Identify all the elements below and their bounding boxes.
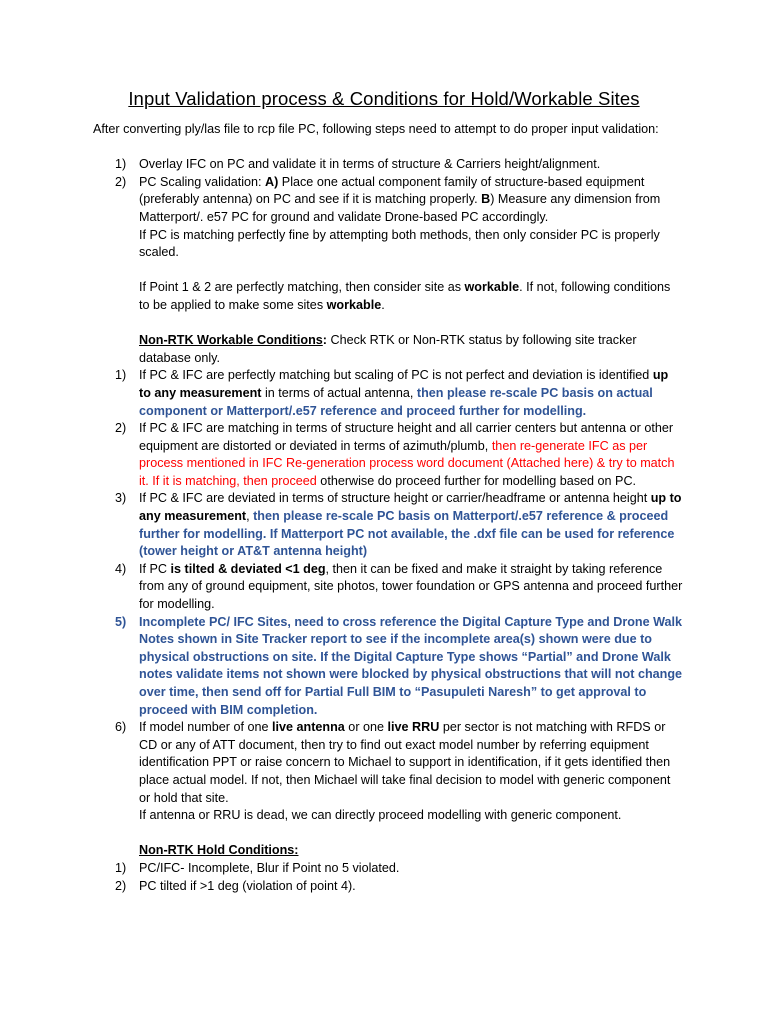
section-heading: Non-RTK Workable Conditions: [139, 333, 323, 348]
list-item: [93, 156, 683, 174]
heading-colon: :: [322, 333, 327, 348]
list-number: 5): [115, 614, 127, 629]
non-rtk-hold-heading: [93, 842, 683, 860]
step-text: If PC is matching perfectly fine by attempting both methods, then only consider PC is properly scaled.: [139, 227, 660, 260]
step-label-b: B: [481, 192, 491, 207]
text: , then it can be fixed and make it straight by taking reference from any of ground equipment, site photos, tower foundation or GPS antenna and proceed further for modelling.: [139, 561, 683, 612]
validation-steps-list: [93, 156, 683, 262]
text: or one: [344, 720, 388, 735]
list-number: 3): [115, 491, 127, 506]
bold-text: is tilted & deviated <1 deg: [170, 561, 326, 576]
list-item: [93, 878, 683, 896]
text: If PC & IFC are deviated in terms of structure height or carrier/headframe or antenna height: [139, 491, 651, 506]
text: .: [381, 297, 385, 312]
text: If model number of one: [139, 720, 273, 735]
list-item: [93, 490, 683, 560]
text: PC/IFC- Incomplete, Blur if Point no 5 violated.: [139, 860, 400, 875]
text: . If not, following conditions to be applied to make some sites: [139, 280, 671, 312]
bold-text: up to any measurement: [139, 491, 682, 524]
intro-paragraph: After converting ply/las file to rcp file PC, following steps need to attempt to do proper input validation:: [93, 122, 659, 136]
workable-term: workable: [326, 297, 382, 312]
bold-text: live RRU: [387, 720, 440, 735]
document-body: [93, 121, 683, 895]
list-item: [93, 561, 683, 614]
list-number: 1): [115, 368, 127, 383]
workable-term: workable: [464, 280, 520, 295]
list-item: [93, 860, 683, 878]
list-item: [93, 614, 683, 720]
highlight-blue-text: then please re-scale PC basis on Matterport/.e57 reference & proceed further for modelling. If Matterport PC not available, the .dxf file can be used for reference (tower height or AT&T antenna height): [139, 509, 675, 559]
heading-text: Check RTK or Non-RTK status by following site tracker database only.: [139, 333, 637, 365]
bold-text: up to any measurement: [139, 368, 669, 400]
highlight-blue-text: then please re-scale PC basis on actual component or Matterport/.e57 reference and proceed further for modelling.: [139, 385, 653, 418]
non-rtk-hold-list: [93, 860, 683, 895]
highlight-blue-text: Incomplete PC/ IFC Sites, need to cross reference the Digital Capture Type and Drone Walk Notes shown in Site Tracker report to see if the incomplete area(s) shown were due to physical obstructions on site. If the Digital Capture Type shows “Partial” and Drone Walk notes validate items not shown were blocked by physical obstructions that will not change over time, then send off for Partial Full BIM to “Pasupuleti Naresh” to get approval to proceed with BIM completion.: [139, 614, 683, 717]
list-item: [93, 719, 683, 825]
step-text: PC Scaling validation:: [139, 174, 266, 189]
text: If Point 1 & 2 are perfectly matching, then consider site as: [139, 280, 465, 295]
workable-paragraph: [93, 279, 683, 314]
list-item: [93, 367, 683, 420]
text: ,: [246, 509, 254, 524]
highlight-red-text: then re-generate IFC as per process mentioned in IFC Re-generation process word document (Attached here) & try to match it. If it is matching, then proceed: [139, 438, 675, 488]
list-number: 6): [115, 720, 127, 735]
section-heading: Non-RTK Hold Conditions:: [139, 843, 299, 858]
step-text: ) Measure any dimension from Matterport/. e57 PC for ground and validate Drone-based PC accordingly.: [139, 192, 661, 224]
step-label-a: A): [265, 174, 279, 189]
text: If antenna or RRU is dead, we can directly proceed modelling with generic component.: [139, 808, 622, 823]
text: If PC: [139, 561, 171, 576]
bold-text: live antenna: [272, 720, 345, 735]
list-number: 1): [115, 157, 127, 172]
list-number: 2): [115, 421, 127, 436]
non-rtk-workable-heading: [93, 332, 683, 367]
text: PC tilted if >1 deg (violation of point 4).: [139, 878, 356, 893]
list-number: 4): [115, 561, 127, 576]
text: If PC & IFC are perfectly matching but scaling of PC is not perfect and deviation is identified: [139, 368, 653, 383]
text: per sector is not matching with RFDS or CD or any of ATT document, then try to find out exact model number by referring equipment identification PPT or raise concern to Michael to support in identification, if it gets identified then place actual model. If not, then Michael will take final decision to model with generic component or hold that site.: [139, 720, 671, 805]
step-text: Overlay IFC on PC and validate it in terms of structure & Carriers height/alignment.: [139, 157, 601, 172]
text: otherwise do proceed further for modelling based on PC.: [316, 473, 637, 488]
list-number: 1): [115, 860, 127, 875]
list-item: [93, 174, 683, 262]
non-rtk-workable-list: [93, 367, 683, 824]
list-number: 2): [115, 174, 127, 189]
text: If PC & IFC are matching in terms of structure height and all carrier centers but antenna or other equipment are distorted or deviated in terms of azimuth/plumb,: [139, 421, 674, 453]
text: in terms of actual antenna,: [261, 385, 417, 400]
list-item: [93, 420, 683, 490]
step-text: Place one actual component family of structure-based equipment (preferably antenna) on PC and see if it is matching properly.: [139, 174, 645, 207]
page-title: Input Validation process & Conditions for Hold/Workable Sites: [128, 88, 640, 109]
list-number: 2): [115, 878, 127, 893]
